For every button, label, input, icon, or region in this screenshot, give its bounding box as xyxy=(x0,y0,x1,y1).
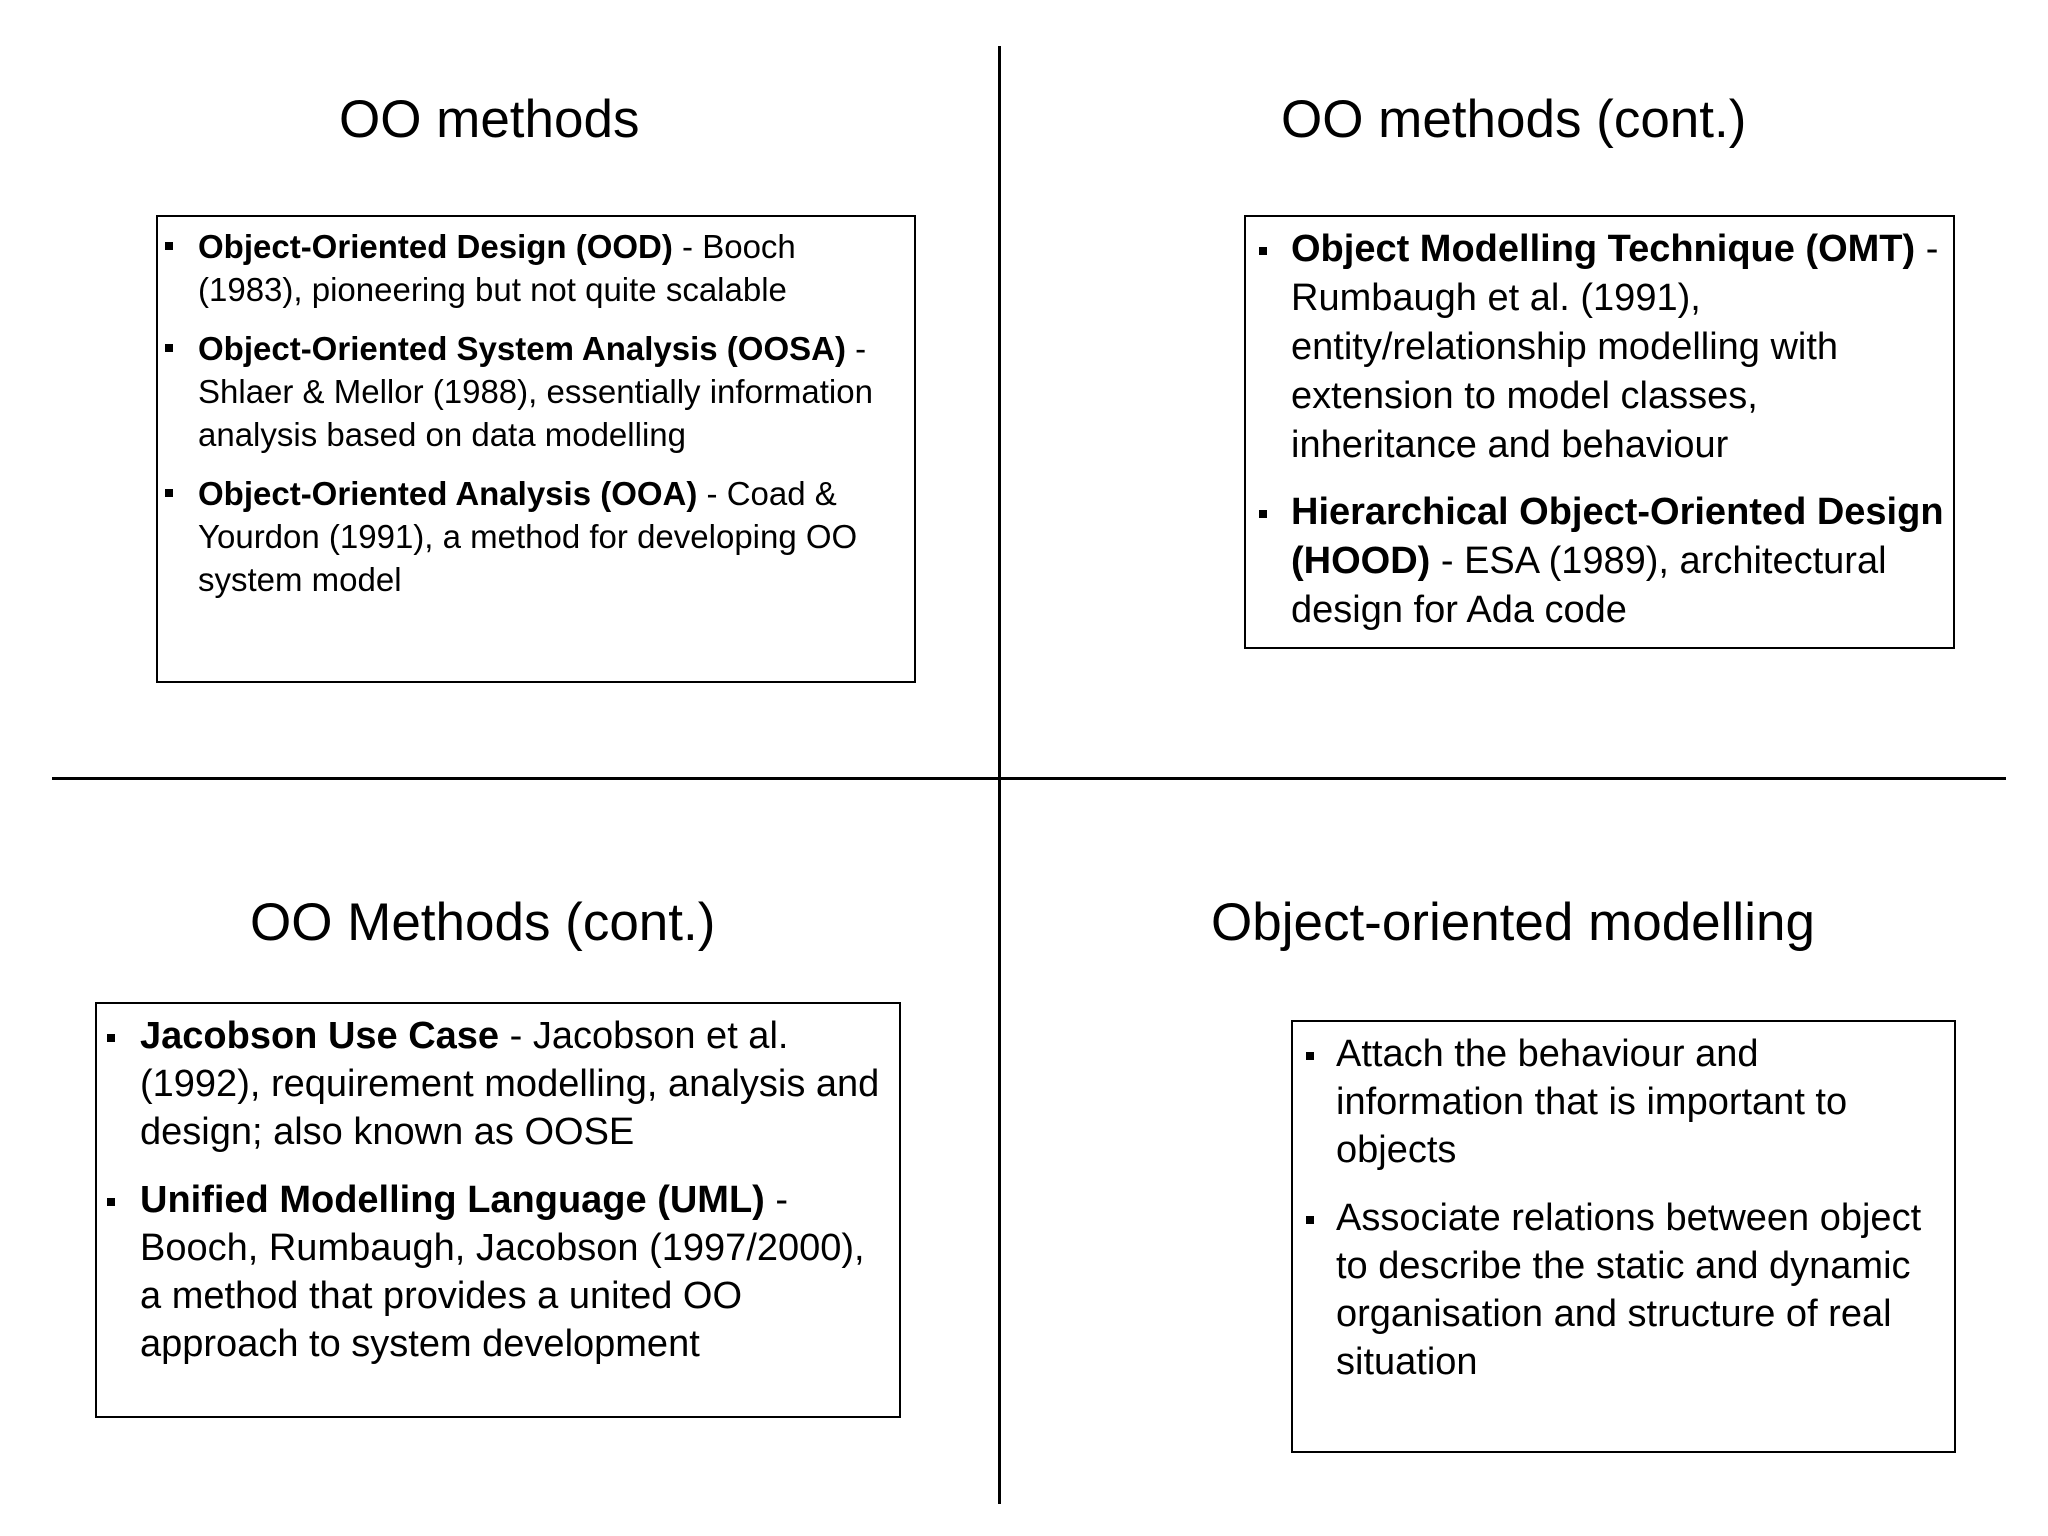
content-box-oo-methods-cont-2 xyxy=(95,1002,901,1418)
bullet-list xyxy=(1291,225,1947,635)
vertical-divider xyxy=(998,46,1001,1504)
list-item xyxy=(1291,225,1947,470)
method-term: Hierarchical Object-Oriented Design (HOOD) xyxy=(1291,491,1944,582)
method-term: Object-Oriented System Analysis (OOSA) xyxy=(198,330,846,367)
list-item xyxy=(198,472,904,601)
horizontal-divider xyxy=(52,777,2006,780)
list-item xyxy=(1336,1194,1948,1386)
content-box-object-oriented-modelling xyxy=(1291,1020,1956,1453)
method-description: - ESA (1989), architectural design for Ada code xyxy=(1291,540,1887,631)
method-description: - Rumbaugh et al. (1991), entity/relationship modelling with extension to model classes, inheritance and behaviour xyxy=(1291,228,1939,466)
slide-title-object-oriented-modelling: Object-oriented modelling xyxy=(1211,893,1815,952)
list-item xyxy=(140,1176,893,1368)
list-item xyxy=(198,327,904,456)
bullet-list xyxy=(1336,1030,1948,1386)
list-item xyxy=(1336,1030,1948,1174)
method-description: - Coad & Yourdon (1991), a method for developing OO system model xyxy=(198,475,858,598)
method-description: - Booch (1983), pioneering but not quite scalable xyxy=(198,228,796,308)
bullet-list xyxy=(198,225,904,601)
method-term: Unified Modelling Language (UML) xyxy=(140,1179,765,1221)
method-term: Jacobson Use Case xyxy=(140,1015,500,1057)
list-item xyxy=(198,225,904,311)
method-term: Object Modelling Technique (OMT) xyxy=(1291,228,1916,270)
method-description: - Jacobson et al. (1992), requirement modelling, analysis and design; also known as OOSE xyxy=(140,1015,880,1153)
list-item xyxy=(1291,488,1947,635)
bullet-list xyxy=(140,1012,893,1368)
slide-title-oo-methods: OO methods xyxy=(339,90,640,149)
slide-title-oo-methods-cont-2: OO Methods (cont.) xyxy=(250,893,716,952)
content-box-oo-methods-cont xyxy=(1244,215,1955,649)
method-description: - Booch, Rumbaugh, Jacobson (1997/2000), a method that provides a united OO approach to system development xyxy=(140,1179,865,1365)
slide-title-oo-methods-cont: OO methods (cont.) xyxy=(1281,90,1747,149)
bullet-text: Attach the behaviour and information that is important to objects xyxy=(1336,1033,1848,1171)
method-description: - Shlaer & Mellor (1988), essentially information analysis based on data modelling xyxy=(198,330,873,453)
list-item xyxy=(140,1012,893,1156)
content-box-oo-methods xyxy=(156,215,916,683)
method-term: Object-Oriented Analysis (OOA) xyxy=(198,475,698,512)
method-term: Object-Oriented Design (OOD) xyxy=(198,228,673,265)
bullet-text: Associate relations between object to describe the static and dynamic organisation and structure of real situation xyxy=(1336,1197,1922,1383)
